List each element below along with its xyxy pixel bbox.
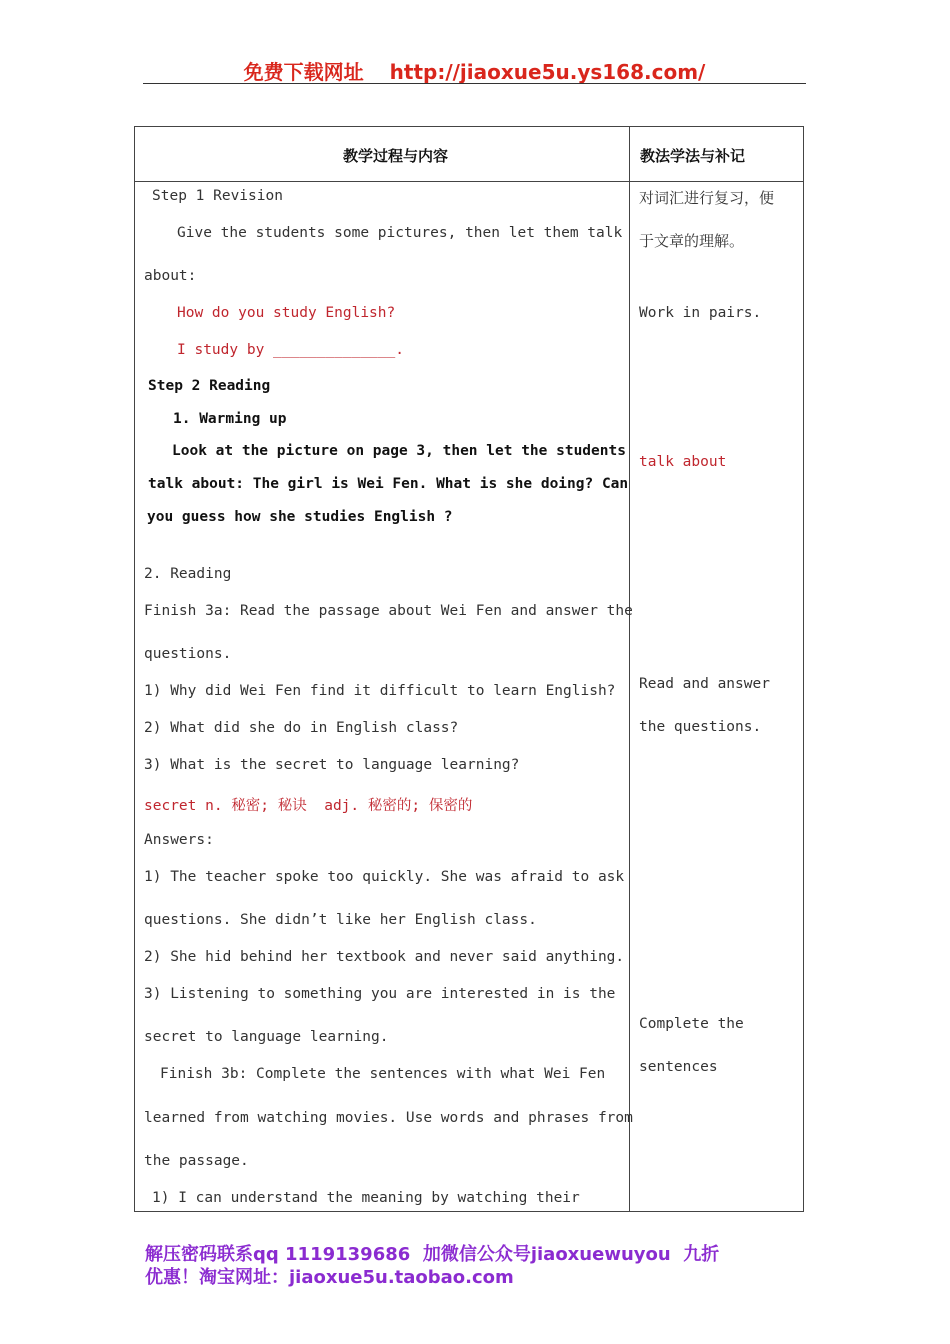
header-url-link[interactable]: http://jiaoxue5u.ys168.com/ [389, 60, 706, 84]
right-note: Complete the [639, 1016, 744, 1032]
page-footer [145, 1243, 795, 1289]
right-note-highlight: talk about [639, 454, 727, 470]
left-line: Finish 3a: Read the passage about Wei Fen and answer the [144, 603, 633, 619]
left-line: Look at the picture on page 3, then let the students [172, 443, 626, 459]
footer-text: 优惠！淘宝网址： [145, 1267, 289, 1288]
right-note: 于文章的理解。 [639, 232, 745, 250]
footer-text: 加微信公众号 [422, 1244, 531, 1265]
left-line: secret to language learning. [144, 1029, 389, 1045]
left-line: 3) What is the secret to language learning? [144, 757, 520, 773]
left-line: Step 2 Reading [148, 378, 271, 394]
right-note: 对词汇进行复习，便 [639, 189, 775, 207]
left-line: 2. Reading [144, 566, 232, 582]
right-note: sentences [639, 1059, 718, 1075]
footer-qq: qq 1119139686 [253, 1244, 411, 1265]
lesson-table [134, 126, 804, 1212]
left-line: questions. She didn’t like her English class. [144, 912, 537, 928]
left-line: the passage. [144, 1153, 249, 1169]
column-divider [629, 127, 630, 1211]
left-line-vocabulary: secret n. 秘密; 秘诀 adj. 秘密的; 保密的 [144, 798, 473, 814]
right-note: Read and answer [639, 676, 770, 692]
footer-line-2 [145, 1266, 795, 1289]
left-line: 3) Listening to something you are interested in is the [144, 986, 616, 1002]
footer-text: 九折 [683, 1244, 720, 1265]
left-line: about: [144, 268, 197, 284]
left-line-answer-blank: I study by ______________. [177, 342, 404, 358]
left-line: Finish 3b: Complete the sentences with what Wei Fen [160, 1066, 606, 1082]
left-line: Give the students some pictures, then let them talk [177, 225, 623, 241]
left-line: talk about: The girl is Wei Fen. What is she doing? Can [148, 476, 629, 492]
left-line: questions. [144, 646, 232, 662]
header-label: 免费下载网址 [243, 60, 364, 84]
header-divider [143, 83, 806, 84]
left-line: 1) The teacher spoke too quickly. She was afraid to ask [144, 869, 625, 885]
left-line: 2) She hid behind her textbook and never said anything. [144, 949, 625, 965]
footer-wechat: jiaoxuewuyou [530, 1244, 671, 1265]
column-header-notes: 教法学法与补记 [640, 147, 746, 165]
header-row-divider [135, 181, 803, 182]
page-header [143, 56, 806, 85]
left-line: 1. Warming up [173, 411, 287, 427]
left-line: learned from watching movies. Use words and phrases from [144, 1110, 633, 1126]
right-note: the questions. [639, 719, 762, 735]
left-line: 1) Why did Wei Fen find it difficult to learn English? [144, 683, 616, 699]
left-line: Answers: [144, 832, 214, 848]
left-line-question: How do you study English? [177, 305, 396, 321]
left-line: 1) I can understand the meaning by watching their [152, 1190, 580, 1206]
left-line: Step 1 Revision [152, 188, 283, 204]
right-note: Work in pairs. [639, 305, 762, 321]
left-line: 2) What did she do in English class? [144, 720, 459, 736]
footer-line-1 [145, 1243, 795, 1266]
column-header-content: 教学过程与内容 [343, 147, 449, 165]
left-line: you guess how she studies English ? [147, 509, 453, 525]
footer-shop-link[interactable]: jiaoxue5u.taobao.com [289, 1267, 514, 1288]
footer-text: 解压密码联系 [145, 1244, 253, 1265]
